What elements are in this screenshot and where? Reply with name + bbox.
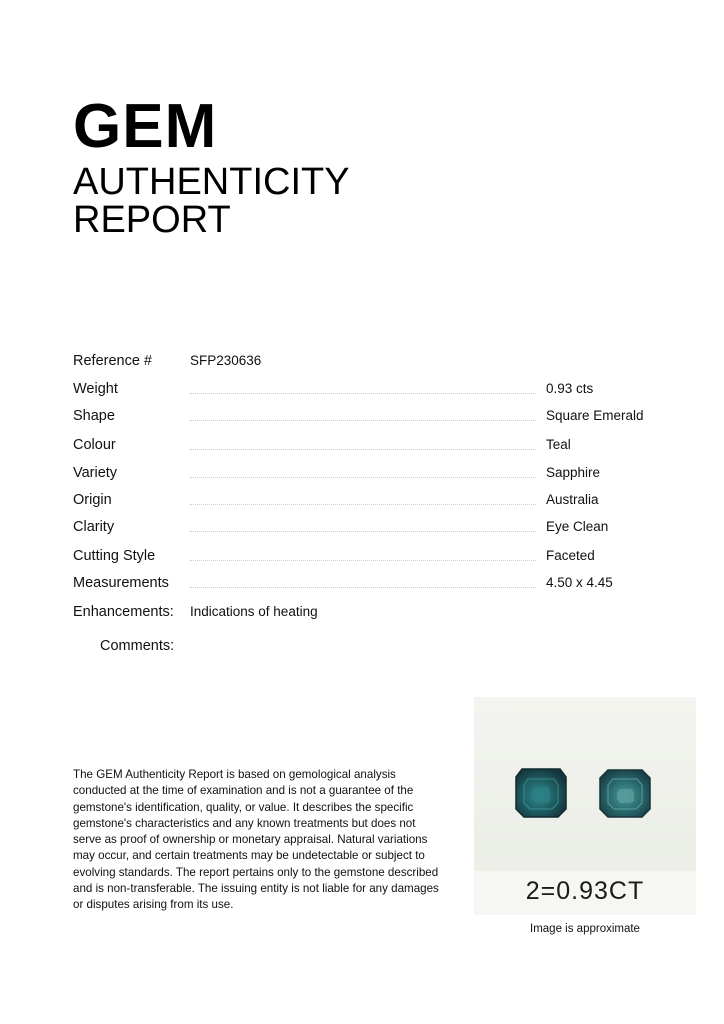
detail-value: Australia bbox=[546, 492, 599, 507]
detail-value: Teal bbox=[546, 437, 571, 452]
dotted-leader bbox=[190, 420, 536, 421]
carat-label: 2=0.93CT bbox=[525, 877, 645, 905]
dotted-leader bbox=[190, 504, 536, 505]
gemstone-photo bbox=[474, 697, 696, 915]
detail-label: Shape bbox=[73, 408, 115, 424]
detail-value: Eye Clean bbox=[546, 519, 609, 534]
detail-row-colour bbox=[73, 437, 653, 457]
detail-label: Clarity bbox=[73, 519, 115, 535]
detail-label: Origin bbox=[73, 492, 112, 508]
report-title-line-2: REPORT bbox=[73, 199, 231, 241]
gemstone-left bbox=[516, 769, 566, 817]
reference-value: SFP230636 bbox=[190, 353, 262, 368]
detail-label: Weight bbox=[73, 381, 118, 397]
dotted-leader bbox=[190, 560, 536, 561]
dotted-leader bbox=[190, 477, 536, 478]
detail-value: 4.50 x 4.45 bbox=[546, 575, 613, 590]
report-title-line-1: AUTHENTICITY bbox=[73, 161, 350, 203]
enhancements-row bbox=[73, 604, 653, 624]
detail-row-cutting-style bbox=[73, 548, 653, 568]
gemstone-right bbox=[600, 770, 650, 817]
report-title-brand: GEM bbox=[73, 92, 218, 161]
photo-caption: Image is approximate bbox=[530, 923, 640, 935]
detail-row-shape bbox=[73, 408, 653, 428]
enhancements-value: Indications of heating bbox=[190, 604, 318, 619]
dotted-leader bbox=[190, 587, 536, 588]
detail-value: Square Emerald bbox=[546, 408, 644, 423]
detail-value: Faceted bbox=[546, 548, 595, 563]
detail-row-clarity bbox=[73, 519, 653, 539]
detail-value: 0.93 cts bbox=[546, 381, 594, 396]
reference-row bbox=[73, 353, 653, 373]
reference-label: Reference # bbox=[73, 353, 152, 369]
detail-row-variety bbox=[73, 465, 653, 485]
dotted-leader bbox=[190, 531, 536, 532]
comments-label: Comments: bbox=[100, 638, 175, 654]
detail-label: Variety bbox=[73, 465, 118, 481]
detail-label: Cutting Style bbox=[73, 548, 156, 564]
detail-label: Colour bbox=[73, 437, 116, 453]
detail-label: Measurements bbox=[73, 575, 169, 591]
enhancements-label: Enhancements: bbox=[73, 604, 174, 620]
detail-value: Sapphire bbox=[546, 465, 601, 480]
dotted-leader bbox=[190, 449, 536, 450]
dotted-leader bbox=[190, 393, 536, 394]
report-title bbox=[73, 163, 350, 239]
disclaimer-text: The GEM Authenticity Report is based on gemological analysis conducted at the time of examination and is not a guarantee of the gemstone's identification, quality, or value. It describes the specific gemstone's characteristics and any known treatments but does not serve as proof of ownership or monetary appraisal. Natural variations may occur, and certain treatments may be undetectable or subject to evolving standards. The report pertains only to the gemstone described and is non-transferable. The issuing entity is not liable for any damages or disputes arising from its use. bbox=[73, 768, 439, 912]
detail-row-weight bbox=[73, 381, 653, 401]
detail-row-origin bbox=[73, 492, 653, 512]
detail-row-measurements bbox=[73, 575, 653, 595]
